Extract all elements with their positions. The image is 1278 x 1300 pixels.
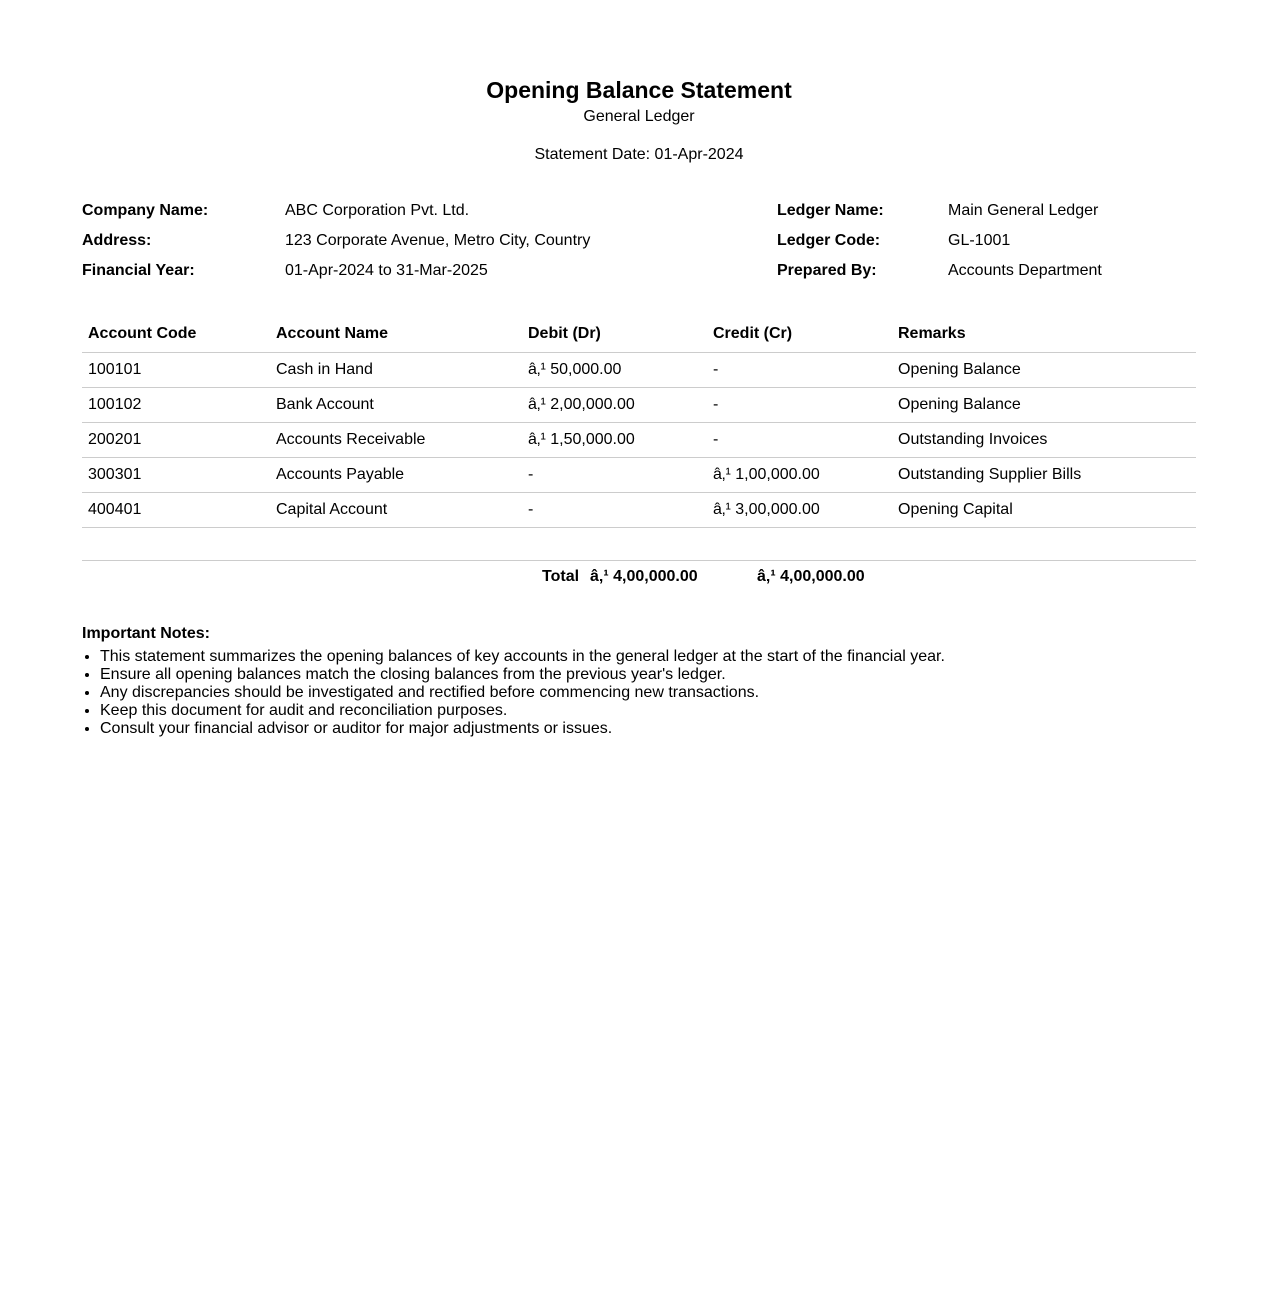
address-value: 123 Corporate Avenue, Metro City, Country: [285, 232, 591, 249]
account-name-cell: Bank Account: [270, 388, 522, 423]
credit-cell: â‚¹ 3,00,000.00: [707, 493, 892, 528]
credit-cell: -: [707, 388, 892, 423]
notes-list: [82, 648, 945, 738]
column-header-account-name: Account Name: [270, 316, 522, 353]
list-item: • Consult your financial advisor or auditor for major adjustments or issues.: [100, 720, 945, 738]
account-name-cell: Accounts Payable: [270, 458, 522, 493]
column-header-credit: Credit (Cr): [707, 316, 892, 353]
prepared-by-value: Accounts Department: [948, 262, 1102, 279]
company-name-label: Company Name:: [82, 202, 209, 219]
totals-label: Total: [542, 568, 580, 585]
total-credit: â‚¹ 4,00,000.00: [757, 568, 865, 585]
page-subtitle: General Ledger: [583, 108, 695, 125]
column-header-account-code: Account Code: [82, 316, 270, 353]
financial-year-value: 01-Apr-2024 to 31-Mar-2025: [285, 262, 488, 279]
remarks-cell: Opening Balance: [892, 353, 1196, 388]
ledger-code-label: Ledger Code:: [777, 232, 881, 249]
column-header-debit: Debit (Dr): [522, 316, 707, 353]
debit-cell: -: [522, 458, 707, 493]
account-code-cell: 100101: [82, 353, 270, 388]
ledger-code-value: GL-1001: [948, 232, 1011, 249]
table-row: [82, 353, 1196, 388]
remarks-cell: Opening Capital: [892, 493, 1196, 528]
account-code-cell: 200201: [82, 423, 270, 458]
account-name-cell: Accounts Receivable: [270, 423, 522, 458]
remarks-cell: Outstanding Invoices: [892, 423, 1196, 458]
credit-cell: â‚¹ 1,00,000.00: [707, 458, 892, 493]
table-spacer-cell: [82, 528, 1196, 561]
account-code-cell: 300301: [82, 458, 270, 493]
remarks-cell: Opening Balance: [892, 388, 1196, 423]
company-name-value: ABC Corporation Pvt. Ltd.: [285, 202, 470, 219]
opening-balance-table: [82, 316, 1196, 561]
credit-cell: -: [707, 423, 892, 458]
list-item: • Ensure all opening balances match the closing balances from the previous year's ledger.: [100, 666, 945, 684]
list-item: • This statement summarizes the opening balances of key accounts in the general ledger at the start of the financial year.: [100, 648, 945, 666]
account-name-cell: Cash in Hand: [270, 353, 522, 388]
list-item: • Keep this document for audit and reconciliation purposes.: [100, 702, 945, 720]
address-label: Address:: [82, 232, 152, 249]
column-header-remarks: Remarks: [892, 316, 1196, 353]
statement-date: Statement Date: 01-Apr-2024: [534, 146, 744, 163]
page-title: Opening Balance Statement: [486, 77, 792, 103]
ledger-name-value: Main General Ledger: [948, 202, 1099, 219]
debit-cell: -: [522, 493, 707, 528]
table-header-row: [82, 316, 1196, 353]
table-row: [82, 423, 1196, 458]
table-spacer-row: [82, 528, 1196, 561]
ledger-name-label: Ledger Name:: [777, 202, 884, 219]
financial-year-label: Financial Year:: [82, 262, 195, 279]
debit-cell: â‚¹ 1,50,000.00: [522, 423, 707, 458]
total-debit: â‚¹ 4,00,000.00: [590, 568, 698, 585]
list-item: • Any discrepancies should be investigated and rectified before commencing new transactions.: [100, 684, 945, 702]
notes-title: Important Notes:: [82, 625, 210, 642]
table-row: [82, 458, 1196, 493]
table-row: [82, 493, 1196, 528]
account-code-cell: 100102: [82, 388, 270, 423]
table-row: [82, 388, 1196, 423]
remarks-cell: Outstanding Supplier Bills: [892, 458, 1196, 493]
prepared-by-label: Prepared By:: [777, 262, 877, 279]
account-code-cell: 400401: [82, 493, 270, 528]
debit-cell: â‚¹ 2,00,000.00: [522, 388, 707, 423]
account-name-cell: Capital Account: [270, 493, 522, 528]
debit-cell: â‚¹ 50,000.00: [522, 353, 707, 388]
credit-cell: -: [707, 353, 892, 388]
